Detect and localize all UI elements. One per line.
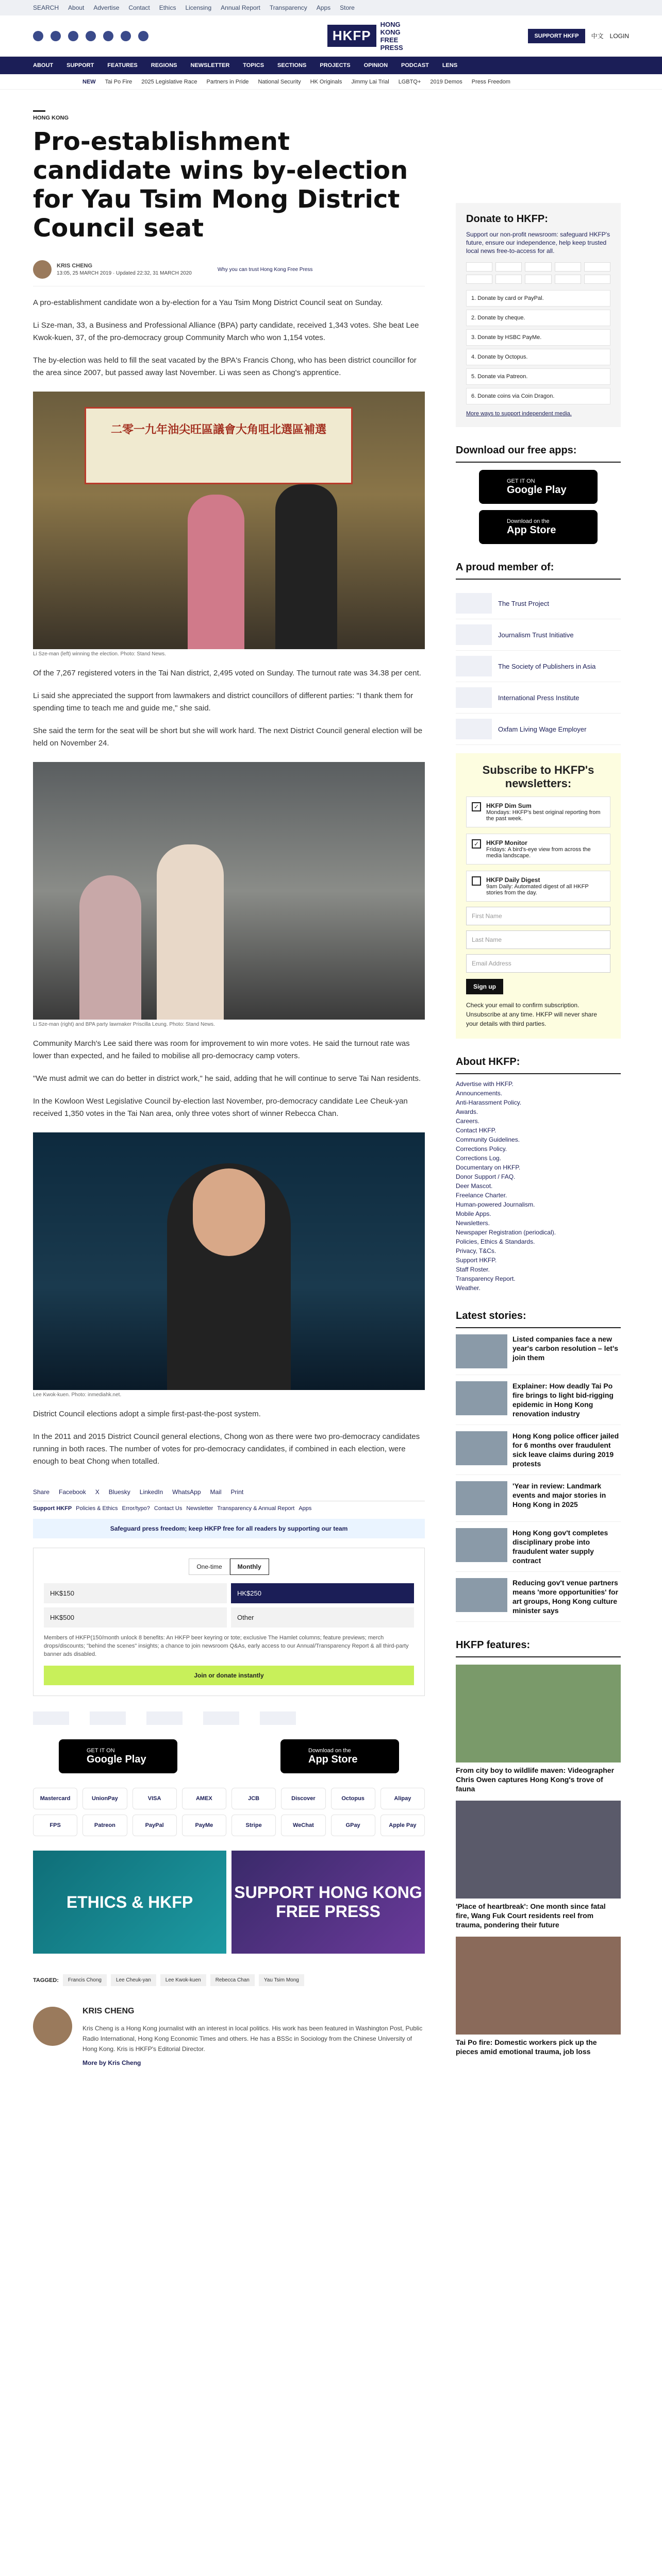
story-title: Hong Kong police officer jailed for 6 months over fraudulent sick leave claims during 2019 protests [512, 1432, 619, 1468]
nav-opinion[interactable]: OPINION [363, 62, 388, 69]
sopa-logo [456, 656, 492, 676]
frequency-toggle [44, 1558, 414, 1575]
about-link[interactable]: Policies, Ethics & Standards. [456, 1238, 535, 1245]
contact-link[interactable]: Contact Us [154, 1505, 183, 1512]
paragraph: Of the 7,267 registered voters in the Tai Nan district, 2,495 voted on Sunday. The turnout rate was 34.38 per cent. [33, 669, 421, 677]
payment-logo [495, 262, 522, 272]
donate-payment-logos [466, 262, 610, 284]
paragraph: District Council elections adopt a simple first-past-the-post system. [33, 1410, 261, 1418]
patreon-icon[interactable]: Patreon [82, 1815, 127, 1836]
banner-text: 二零一九年油尖旺區議會大角咀北選區補選 [110, 423, 326, 436]
donate-option[interactable]: 2. Donate by cheque. [466, 310, 610, 326]
paragraph: A pro-establishment candidate won a by-election for a Yau Tsim Mong District Council seat on Sunday. [33, 298, 383, 307]
monthly-tab[interactable]: Monthly [230, 1558, 269, 1575]
payment-logo [555, 262, 581, 272]
payment-logo [555, 275, 581, 284]
support-promo[interactable]: SUPPORT HONG KONG FREE PRESS [231, 1851, 425, 1954]
instagram-icon[interactable] [51, 31, 61, 41]
nav-features[interactable]: FEATURES [107, 62, 138, 69]
story-title: Reducing gov't venue partners means 'more opportunities' for art groups, Hong Kong culture minister says [512, 1579, 619, 1615]
about-link[interactable]: Advertise with HKFP. [456, 1080, 514, 1088]
paragraph: "We must admit we can do better in district work," he said, adding that he will continue to serve Tai Nan residents. [33, 1074, 421, 1083]
trust-project-logo [456, 593, 492, 614]
tag[interactable]: Lee Cheuk-yan [111, 1974, 156, 1986]
site-header [0, 15, 662, 57]
author-bio-avatar [33, 2007, 72, 2046]
donate-options [466, 290, 610, 404]
newsletter-signup [456, 753, 621, 1039]
trending-link[interactable]: National Security [258, 78, 301, 85]
jti-logo[interactable] [90, 1711, 126, 1725]
about-link[interactable]: Transparency Report. [456, 1275, 516, 1282]
wechat-icon[interactable]: WeChat [281, 1815, 325, 1836]
jti-logo [456, 624, 492, 645]
apps-title: Download our free apps: [456, 445, 621, 463]
new-badge: NEW [82, 78, 96, 85]
membership-benefits: Members of HKFP(150/month unlock 8 benefits: An HKFP beer keyring or tote; exclusive The Hamlet columns; feature previews; merch drops/discounts; "behind the scenes" insights; a chance to join newsroom Q&As, early access to our Annual/Transparency Report & all third-party banner ads disabled. [44, 1635, 409, 1657]
social-icons [33, 31, 148, 41]
error-link[interactable]: Error/typo? [122, 1505, 150, 1512]
google-play-button[interactable] [479, 470, 598, 504]
article-title: Pro-establishment candidate wins by-election for Yau Tsim Mong District Council seat [33, 127, 408, 243]
latest-story[interactable] [456, 1328, 621, 1375]
paragraph: The by-election was held to fill the seat vacated by the BPA's Francis Chong, who has been district councillor for the area since 2007, but passed away last November. Li was seen as Chong's apprentice. [33, 356, 417, 377]
member-item[interactable] [456, 682, 621, 714]
members-title: A proud member of: [456, 562, 621, 580]
threads-icon[interactable] [103, 31, 113, 41]
member-item[interactable] [456, 651, 621, 682]
author-bio [33, 2007, 425, 2066]
trending-link[interactable]: HK Originals [310, 78, 342, 85]
story-thumbnail [456, 1431, 507, 1465]
nav-sections[interactable]: SECTIONS [277, 62, 307, 69]
amount-other[interactable]: Other [231, 1607, 414, 1628]
about-link[interactable]: Support HKFP. [456, 1257, 497, 1264]
photo-celebration [33, 762, 425, 1020]
feature-image [456, 1937, 621, 2035]
store-link[interactable]: Store [340, 4, 355, 11]
story-thumbnail [456, 1528, 507, 1562]
gpay-icon[interactable]: GPay [331, 1815, 375, 1836]
author-bio-text: Kris Cheng is a Hong Kong journalist with an interest in local politics. His work has been featured in Washington Post, Public Radio International, Hong Kong Economic Times and others. He has a BSSc in Sociology from the Chinese University of Hong Kong. Kris is HKFP's Editorial Director. [82, 2025, 423, 2053]
about-link[interactable]: Newsletters. [456, 1219, 490, 1227]
paragraph: In the 2011 and 2015 District Council general elections, Chong won as there were two pro-democracy candidates running in both races. The number of votes for pro-democracy candidates, if combined in each election, were enough to beat Chong when totalled. [33, 1432, 420, 1466]
apps-link[interactable]: Apps [316, 4, 331, 11]
donate-option[interactable]: 1. Donate by card or PayPal. [466, 290, 610, 307]
contact-link[interactable]: Contact [128, 4, 150, 11]
feature-title: 'Place of heartbreak': One month since fatal fire, Wang Fuk Court residents reel from trauma, pondering their future [456, 1902, 606, 1929]
payment-logo [525, 275, 551, 284]
member-name: International Press Institute [498, 693, 580, 702]
story-thumbnail [456, 1578, 507, 1612]
checkbox-checked[interactable]: ✓ [472, 839, 481, 849]
about-link[interactable]: Human-powered Journalism. [456, 1201, 535, 1208]
about-link[interactable]: Corrections Policy. [456, 1145, 507, 1153]
share-bluesky[interactable]: Bluesky [108, 1488, 130, 1496]
mastercard-icon[interactable]: Mastercard [33, 1788, 77, 1809]
about-link[interactable]: Corrections Log. [456, 1155, 502, 1162]
one-time-tab[interactable]: One-time [189, 1558, 229, 1575]
share-whatsapp[interactable]: WhatsApp [172, 1488, 201, 1496]
about-link[interactable]: Documentary on HKFP. [456, 1164, 521, 1171]
feature-image [456, 1801, 621, 1899]
tag-list [33, 1974, 425, 1986]
about-link[interactable]: Mobile Apps. [456, 1210, 491, 1217]
bluesky-icon[interactable] [121, 31, 131, 41]
trending-link[interactable]: Partners in Pride [206, 78, 249, 85]
safeguard-banner[interactable]: Safeguard press freedom; keep HKFP free for all readers by supporting our team [33, 1519, 425, 1538]
amount-option[interactable]: HK$500 [44, 1607, 227, 1628]
payment-logo [466, 275, 492, 284]
unionpay-icon[interactable]: UnionPay [82, 1788, 127, 1809]
photo-caption: Li Sze-man (left) winning the election. Photo: Stand News. [33, 651, 166, 657]
applepay-icon[interactable]: Apple Pay [380, 1815, 425, 1836]
story-title: Listed companies face a new year's carbon resolution – let's join them [512, 1335, 619, 1362]
store-name: Google Play [507, 484, 567, 496]
newsletter-link[interactable]: Newsletter [186, 1505, 213, 1512]
photo-lee-kwok-kuen [33, 1132, 425, 1390]
story-title: Hong Kong gov't completes disciplinary probe into fraudulent water supply contract [512, 1529, 608, 1565]
member-name: Journalism Trust Initiative [498, 631, 574, 639]
nav-support[interactable]: SUPPORT [67, 62, 94, 69]
promo-banners [33, 1851, 425, 1954]
tag[interactable]: Rebecca Chan [210, 1974, 255, 1986]
newsletter-name: HKFP Monitor [486, 839, 527, 846]
about-link[interactable]: Announcements. [456, 1090, 503, 1097]
twitter-icon[interactable] [68, 31, 78, 41]
person-figure [188, 495, 244, 649]
fps-icon[interactable]: FPS [33, 1815, 77, 1836]
app-store-button[interactable] [280, 1739, 399, 1773]
feature-title: Tai Po fire: Domestic workers pick up the pieces amid emotional trauma, job loss [456, 2038, 597, 2056]
donate-text[interactable]: Support our non-profit newsroom: safeguard HKFP's future, ensure our independence, help keep trusted local news free-to-access for all. [466, 231, 610, 255]
trust-project-logo[interactable] [33, 1711, 69, 1725]
footer-links [33, 1505, 425, 1512]
share-bar [33, 1488, 425, 1501]
main-nav [0, 57, 662, 74]
member-item[interactable] [456, 714, 621, 745]
latest-story[interactable] [456, 1375, 621, 1425]
about-link[interactable]: Staff Roster. [456, 1266, 490, 1273]
story-title: 'Year in review: Landmark events and major stories in Hong Kong in 2025 [512, 1482, 606, 1509]
story-thumbnail [456, 1334, 507, 1368]
more-by-author-link[interactable]: More by Kris Cheng [82, 2059, 141, 2066]
amount-options [44, 1583, 414, 1628]
about-link[interactable]: Newspaper Registration (periodical). [456, 1229, 556, 1236]
feature-item[interactable] [456, 1937, 621, 2056]
article-category[interactable]: HONG KONG [33, 110, 45, 121]
donate-option[interactable]: 6. Donate coins via Coin Dragon. [466, 388, 610, 404]
last-name-field[interactable]: Last Name [466, 930, 610, 949]
newsletter-option[interactable] [466, 871, 610, 902]
feature-title: From city boy to wildlife maven: Videographer Chris Owen captures Hong Kong's trove of fauna [456, 1766, 615, 1793]
latest-title: Latest stories: [456, 1310, 621, 1328]
features-title: HKFP features: [456, 1639, 621, 1657]
youtube-icon[interactable] [86, 31, 96, 41]
nav-about[interactable]: ABOUT [33, 62, 54, 69]
store-small-text: Download on the [308, 1747, 351, 1754]
ipi-logo[interactable] [203, 1711, 239, 1725]
subscribe-title: Subscribe to HKFP's newsletters: [482, 764, 594, 790]
donate-option[interactable]: 5. Donate via Patreon. [466, 368, 610, 385]
author-avatar [33, 260, 52, 279]
more-ways-link[interactable]: More ways to support independent media. [466, 411, 572, 417]
trending-nav [0, 74, 662, 90]
share-print[interactable]: Print [230, 1488, 244, 1496]
sidebar [456, 90, 621, 2066]
sopa-logo[interactable] [146, 1711, 183, 1725]
tag[interactable]: Lee Kwok-kuen [160, 1974, 206, 1986]
author-name[interactable]: KRIS CHENG [57, 263, 93, 269]
tags-label: TAGGED: [33, 1977, 59, 1984]
app-store-buttons [33, 1739, 425, 1773]
newsletter-name: HKFP Daily Digest [486, 876, 540, 884]
transparency-link[interactable]: Transparency & Annual Report [217, 1505, 295, 1512]
trending-link[interactable]: 2025 Legislative Race [141, 78, 197, 85]
about-link[interactable]: Weather. [456, 1284, 481, 1292]
facebook-icon[interactable] [33, 31, 43, 41]
donation-widget [33, 1548, 425, 1696]
tag[interactable]: Francis Chong [63, 1974, 107, 1986]
member-list [456, 588, 621, 745]
why-trust-link[interactable]: Why you can trust Hong Kong Free Press [217, 266, 313, 273]
paragraph: In the Kowloon West Legislative Council by-election last November, pro-democracy candidate Lee Cheuk-yan received 1,350 votes in the Tai Nan area, only three votes short of winner Rebecca Chan. [33, 1097, 408, 1118]
newsletter-option[interactable] [466, 796, 610, 827]
donate-option[interactable]: 3. Donate by HSBC PayMe. [466, 329, 610, 346]
byline [33, 260, 425, 286]
app-store-button[interactable] [479, 510, 598, 544]
discover-icon[interactable]: Discover [281, 1788, 325, 1809]
trending-link[interactable]: Jimmy Lai Trial [351, 78, 389, 85]
feature-item[interactable] [456, 1801, 621, 1929]
trending-link[interactable]: LGBTQ+ [398, 78, 421, 85]
partner-logos [33, 1711, 425, 1725]
google-play-button[interactable] [59, 1739, 177, 1773]
article-date: 13:05, 25 MARCH 2019 · Updated 22:32, 31 MARCH 2020 [57, 270, 192, 276]
logo-mark: HKFP [327, 25, 376, 47]
feature-image [456, 1665, 621, 1762]
octopus-icon[interactable]: Octopus [331, 1788, 375, 1809]
language-link[interactable]: 中文 [591, 32, 604, 40]
checkbox[interactable] [472, 876, 481, 886]
newsletter-name: HKFP Dim Sum [486, 802, 532, 809]
ethics-promo[interactable]: ETHICS & HKFP [33, 1851, 226, 1954]
newsletter-desc: Mondays: HKFP's best original reporting from the past week. [486, 809, 601, 822]
member-item[interactable] [456, 619, 621, 651]
member-name: The Society of Publishers in Asia [498, 662, 596, 670]
advertise-link[interactable]: Advertise [93, 4, 120, 11]
about-link[interactable]: Careers. [456, 1117, 480, 1125]
store-name: Google Play [87, 1753, 146, 1765]
stripe-icon[interactable]: Stripe [231, 1815, 276, 1836]
about-link[interactable]: Community Guidelines. [456, 1136, 520, 1143]
about-link[interactable]: Deer Mascot. [456, 1182, 493, 1190]
amex-icon[interactable]: AMEX [182, 1788, 226, 1809]
donate-option[interactable]: 4. Donate by Octopus. [466, 349, 610, 365]
join-donate-button[interactable]: Join or donate instantly [44, 1666, 414, 1685]
nav-podcast[interactable]: PODCAST [401, 62, 429, 69]
about-title: About HKFP: [456, 1056, 621, 1074]
logo-text: HONG KONG FREE PRESS [380, 20, 403, 52]
article-body [33, 297, 425, 1468]
latest-story[interactable] [456, 1572, 621, 1622]
payment-logo [495, 275, 522, 284]
member-name: The Trust Project [498, 599, 549, 607]
face-shape [193, 1168, 265, 1256]
ethics-link[interactable]: Ethics [159, 4, 176, 11]
author-bio-name[interactable]: KRIS CHENG [82, 2007, 135, 2015]
share-label: Share [33, 1488, 50, 1496]
amount-option-selected[interactable]: HK$250 [231, 1583, 414, 1603]
sign-up-button[interactable]: Sign up [466, 979, 503, 994]
about-link[interactable]: Anti-Harassment Policy. [456, 1099, 522, 1106]
member-item[interactable] [456, 588, 621, 619]
store-small-text: GET IT ON [87, 1747, 115, 1754]
policies-link[interactable]: Policies & Ethics [76, 1505, 118, 1512]
top-utility-bar [0, 0, 662, 15]
store-small-text: Download on the [507, 518, 550, 524]
latest-story[interactable] [456, 1475, 621, 1522]
annual-report-link[interactable]: Annual Report [221, 4, 260, 11]
trending-link[interactable]: Press Freedom [471, 78, 510, 85]
about-link[interactable]: Contact HKFP. [456, 1127, 496, 1134]
visa-icon[interactable]: VISA [133, 1788, 177, 1809]
about-link[interactable]: Privacy, T&Cs. [456, 1247, 496, 1255]
payment-logo [466, 262, 492, 272]
about-link[interactable]: Awards. [456, 1108, 478, 1115]
payment-logo [525, 262, 551, 272]
ipi-logo [456, 687, 492, 708]
first-name-field[interactable]: First Name [466, 907, 610, 925]
member-name: Oxfam Living Wage Employer [498, 725, 587, 733]
photo-caption: Li Sze-man (right) and BPA party lawmaker Priscilla Leung. Photo: Stand News. [33, 1022, 215, 1027]
donate-panel [456, 203, 621, 427]
store-name: App Store [308, 1753, 358, 1765]
support-link[interactable]: Support HKFP [33, 1505, 72, 1512]
photo-caption: Lee Kwok-kuen. Photo: inmediahk.net. [33, 1392, 122, 1398]
article-main [33, 90, 425, 2066]
share-facebook[interactable]: Facebook [59, 1488, 86, 1496]
latest-list [456, 1328, 621, 1622]
paypal-icon[interactable]: PayPal [133, 1815, 177, 1836]
newsletter-option[interactable] [466, 834, 610, 865]
licensing-link[interactable]: Licensing [185, 4, 212, 11]
nav-regions[interactable]: REGIONS [151, 62, 177, 69]
newsletter-desc: Fridays: A bird's-eye view from across the media landscape. [486, 846, 591, 859]
tag[interactable]: Yau Tsim Mong [259, 1974, 304, 1986]
jcb-icon[interactable]: JCB [231, 1788, 276, 1809]
latest-story[interactable] [456, 1522, 621, 1572]
about-link[interactable]: About [68, 4, 85, 11]
story-thumbnail [456, 1381, 507, 1415]
person-figure [79, 875, 141, 1020]
store-name: App Store [507, 524, 556, 536]
newsletter-desc: 9am Daily: Automated digest of all HKFP stories from the day. [486, 884, 589, 896]
trending-link[interactable]: 2019 Demos [430, 78, 462, 85]
story-title: Explainer: How deadly Tai Po fire brings to light bid-rigging epidemic in Hong Kong renovation industry [512, 1382, 614, 1418]
person-figure [157, 844, 224, 1020]
subscribe-note: Check your email to confirm subscription. Unsubscribe at any time. HKFP will never share your details with third parties. [466, 1002, 597, 1027]
paragraph: Community March's Lee said there was room for improvement to win more votes. He said the turnout rate was lower than expected, and he failed to mobilise all pro-democracy camp voters. [33, 1039, 410, 1060]
nav-lens[interactable]: LENS [442, 62, 458, 69]
checkbox-checked[interactable]: ✓ [472, 802, 481, 811]
login-link[interactable]: LOGIN [609, 32, 629, 40]
alipay-icon[interactable]: Alipay [380, 1788, 425, 1809]
nav-topics[interactable]: TOPICS [243, 62, 264, 69]
search-link[interactable]: SEARCH [33, 4, 59, 11]
email-field[interactable]: Email Address [466, 954, 610, 973]
payment-logo [584, 262, 610, 272]
latest-story[interactable] [456, 1425, 621, 1475]
amount-option[interactable]: HK$150 [44, 1583, 227, 1603]
sidebar-store-buttons [456, 470, 621, 544]
site-logo[interactable] [327, 21, 411, 52]
about-link[interactable]: Freelance Charter. [456, 1192, 507, 1199]
payme-icon[interactable]: PayMe [182, 1815, 226, 1836]
photo-election-win [33, 392, 425, 649]
election-banner [85, 407, 353, 484]
nav-newsletter[interactable]: NEWSLETTER [190, 62, 230, 69]
about-list [456, 1079, 621, 1293]
nav-projects[interactable]: PROJECTS [320, 62, 351, 69]
paragraph: Li said she appreciated the support from lawmakers and district councillors of different parties: "I thank them for spending time to teach me and guide me," she said. [33, 691, 413, 713]
linkedin-icon[interactable] [138, 31, 148, 41]
trending-link[interactable]: Tai Po Fire [105, 78, 133, 85]
share-x[interactable]: X [95, 1488, 100, 1496]
support-hkfp-button[interactable]: SUPPORT HKFP [528, 29, 585, 43]
transparency-link[interactable]: Transparency [269, 4, 307, 11]
person-figure [275, 484, 337, 649]
about-link[interactable]: Donor Support / FAQ. [456, 1173, 516, 1180]
paragraph: Li Sze-man, 33, a Business and Professional Alliance (BPA) party candidate, received 1,343 votes. She beat Lee Kwok-kuen, 37, of the pro-democracy group Community March who won 1,154 votes. [33, 321, 419, 342]
oxfam-logo[interactable] [260, 1711, 296, 1725]
donate-title: Donate to HKFP: [466, 213, 548, 225]
oxfam-logo [456, 719, 492, 739]
payment-logo [584, 275, 610, 284]
paragraph: She said the term for the seat will be short but she will work hard. The next District Council general election will be held on November 24. [33, 726, 423, 748]
store-small-text: GET IT ON [507, 478, 535, 484]
feature-item[interactable] [456, 1665, 621, 1793]
share-linkedin[interactable]: LinkedIn [139, 1488, 163, 1496]
apps-link[interactable]: Apps [299, 1505, 312, 1512]
story-thumbnail [456, 1481, 507, 1515]
share-mail[interactable]: Mail [210, 1488, 222, 1496]
payment-methods [33, 1788, 425, 1836]
